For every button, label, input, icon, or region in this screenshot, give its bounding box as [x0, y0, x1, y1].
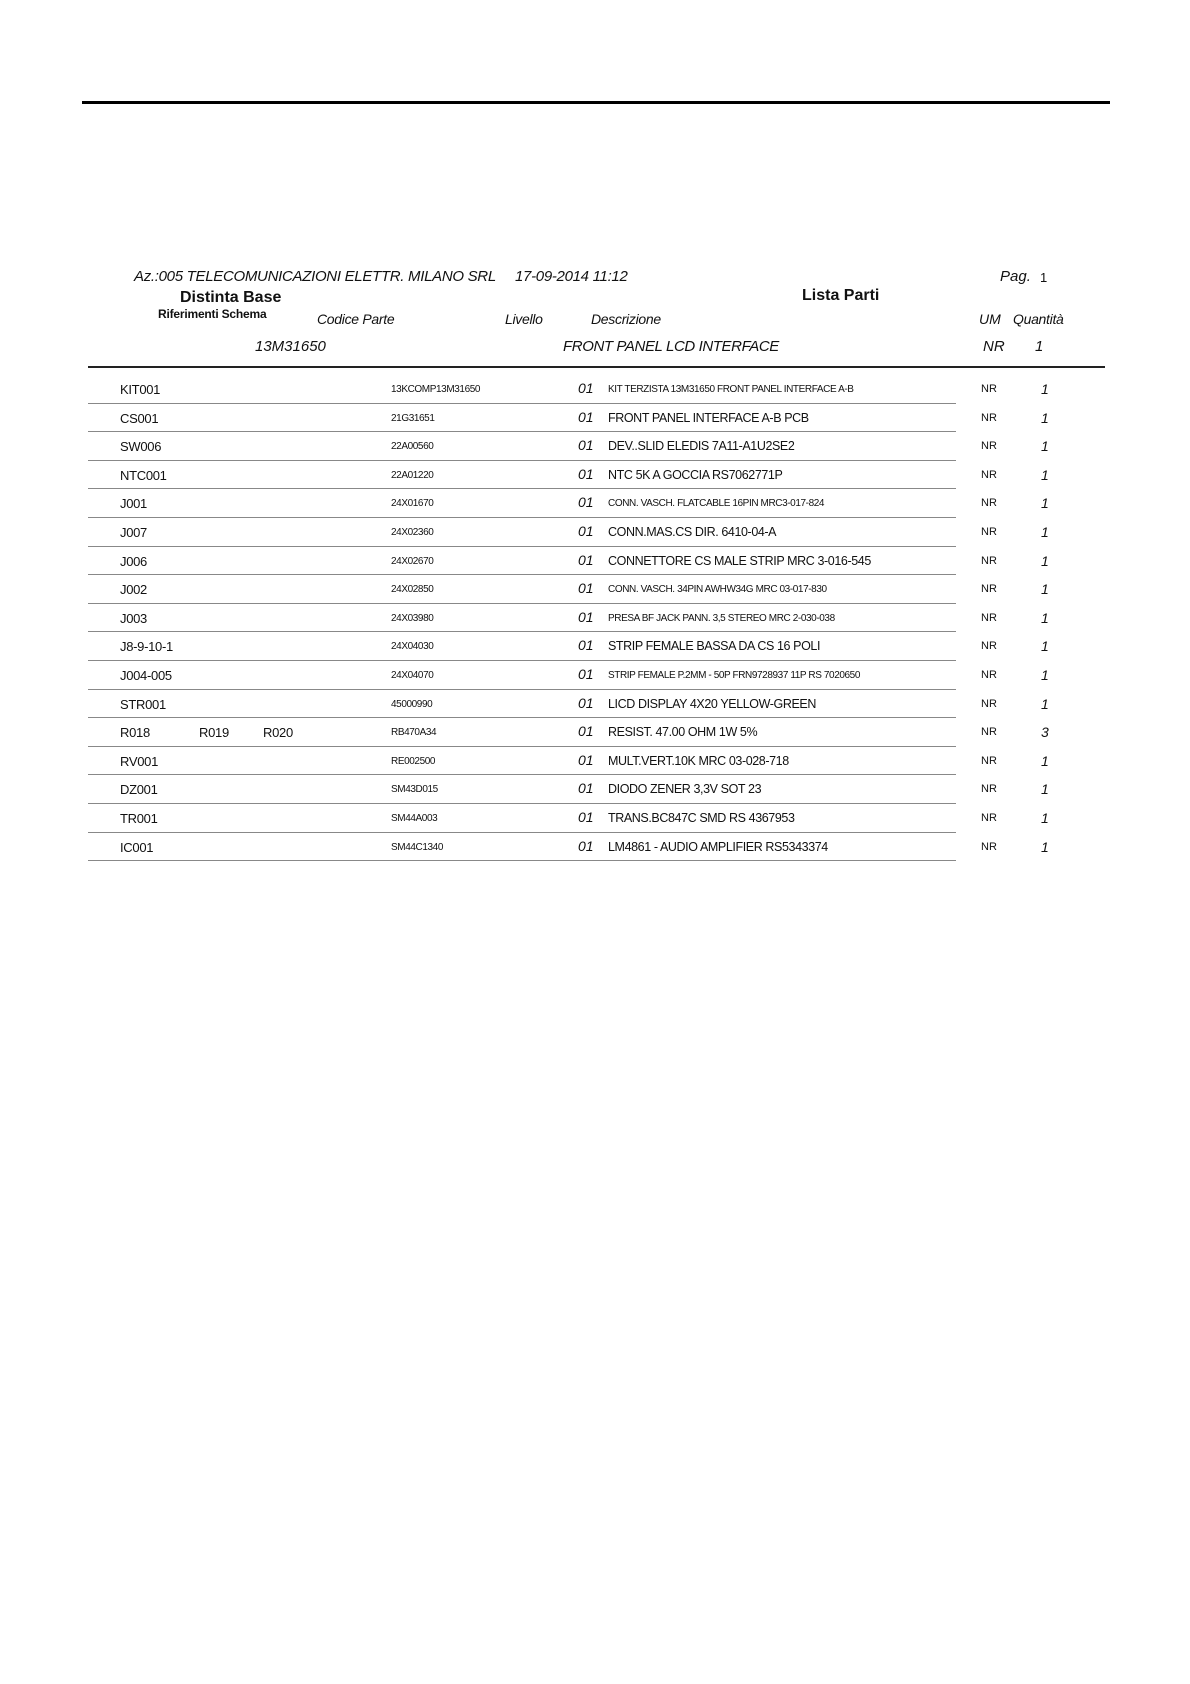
table-row	[88, 604, 1105, 633]
references-label: Riferimenti Schema	[158, 307, 267, 321]
quantity: 3	[1041, 724, 1049, 741]
column-header-level: Livello	[505, 311, 543, 327]
part-code: 24X04070	[391, 669, 434, 681]
table-row	[88, 575, 1105, 604]
part-code: SM44C1340	[391, 841, 443, 853]
unit-of-measure: NR	[981, 754, 997, 767]
column-header-um: UM	[979, 311, 1001, 327]
part-code: RB470A34	[391, 727, 437, 739]
unit-of-measure: NR	[981, 668, 997, 681]
part-code: SM43D015	[391, 784, 438, 796]
level: 01	[578, 551, 594, 568]
column-header-quantity: Quantità	[1013, 311, 1064, 327]
description: TRANS.BC847C SMD RS 4367953	[608, 810, 795, 825]
reference-1: KIT001	[120, 382, 161, 397]
page-number: 1	[1040, 270, 1048, 285]
table-row	[88, 404, 1105, 433]
part-code: 24X04030	[391, 641, 434, 653]
reference-2: R019	[199, 725, 229, 741]
parent-quantity: 1	[1035, 338, 1044, 355]
reference-1: DZ001	[120, 782, 158, 798]
report-subtitle: Lista Parti	[802, 287, 880, 304]
report-datetime: 17-09-2014 11:12	[515, 268, 628, 285]
top-rule	[82, 101, 1110, 104]
level: 01	[578, 608, 594, 625]
level: 01	[578, 723, 594, 740]
reference-1: IC001	[120, 839, 154, 855]
part-code: 24X03980	[391, 612, 434, 624]
description: KIT TERZISTA 13M31650 FRONT PANEL INTERFACE A-B	[608, 384, 854, 395]
unit-of-measure: NR	[981, 783, 997, 796]
quantity: 1	[1041, 752, 1049, 769]
part-code: 22A00560	[391, 441, 434, 453]
table-row	[88, 489, 1105, 518]
table-row	[88, 661, 1105, 690]
level: 01	[578, 580, 594, 597]
description: CONNETTORE CS MALE STRIP MRC 3-016-545	[608, 553, 871, 568]
reference-1: J002	[120, 582, 147, 598]
quantity: 1	[1041, 381, 1049, 397]
table-row	[88, 775, 1105, 804]
description: DIODO ZENER 3,3V SOT 23	[608, 782, 762, 797]
unit-of-measure: NR	[981, 525, 997, 538]
description: LM4861 - AUDIO AMPLIFIER RS5343374	[608, 839, 828, 854]
table-row	[88, 747, 1105, 776]
report-title: Distinta Base	[180, 289, 282, 306]
part-code: 24X02360	[391, 526, 434, 538]
description: FRONT PANEL INTERFACE A-B PCB	[608, 410, 809, 425]
table-row	[88, 690, 1105, 719]
unit-of-measure: NR	[981, 411, 997, 424]
reference-1: RV001	[120, 753, 159, 769]
unit-of-measure: NR	[981, 840, 997, 853]
quantity: 1	[1041, 409, 1049, 426]
description: NTC 5K A GOCCIA RS7062771P	[608, 467, 783, 482]
unit-of-measure: NR	[981, 497, 997, 510]
unit-of-measure: NR	[981, 554, 997, 567]
table-row	[88, 718, 1105, 747]
row-separator	[88, 860, 956, 861]
reference-1: TR001	[120, 810, 158, 826]
reference-1: NTC001	[120, 467, 167, 483]
level: 01	[578, 380, 594, 396]
level: 01	[578, 751, 594, 768]
unit-of-measure: NR	[981, 468, 997, 481]
unit-of-measure: NR	[981, 583, 997, 596]
part-code: RE002500	[391, 755, 436, 767]
parent-um: NR	[983, 338, 1005, 355]
part-code: 24X02670	[391, 555, 434, 567]
quantity: 1	[1041, 495, 1049, 512]
level: 01	[578, 637, 594, 654]
level: 01	[578, 808, 594, 825]
table-row	[88, 547, 1105, 576]
description: MULT.VERT.10K MRC 03-028-718	[608, 753, 789, 768]
reference-1: J004-005	[120, 667, 172, 683]
reference-3: R020	[263, 725, 293, 741]
quantity: 1	[1041, 809, 1049, 826]
level: 01	[578, 437, 594, 454]
quantity: 1	[1041, 666, 1049, 683]
part-code: 22A01220	[391, 469, 434, 481]
quantity: 1	[1041, 552, 1049, 569]
unit-of-measure: NR	[981, 697, 997, 710]
reference-1: STR001	[120, 696, 166, 712]
level: 01	[578, 694, 594, 711]
description: PRESA BF JACK PANN. 3,5 STEREO MRC 2-030-038	[608, 612, 835, 624]
quantity: 1	[1041, 695, 1049, 712]
unit-of-measure: NR	[981, 383, 997, 395]
table-row	[88, 632, 1105, 661]
reference-1: J8-9-10-1	[120, 639, 173, 655]
quantity: 1	[1041, 466, 1049, 483]
description: CONN. VASCH. FLATCABLE 16PIN MRC3-017-824	[608, 498, 825, 510]
unit-of-measure: NR	[981, 811, 997, 824]
description: STRIP FEMALE BASSA DA CS 16 POLI	[608, 639, 821, 654]
description: RESIST. 47.00 OHM 1W 5%	[608, 725, 758, 740]
reference-1: SW006	[120, 439, 162, 455]
part-code: 13KCOMP13M31650	[391, 384, 481, 395]
unit-of-measure: NR	[981, 611, 997, 624]
unit-of-measure: NR	[981, 440, 997, 453]
column-header-description: Descrizione	[591, 311, 661, 327]
level: 01	[578, 665, 594, 682]
parent-code: 13M31650	[255, 338, 326, 355]
table-row	[88, 804, 1105, 833]
reference-1: J003	[120, 610, 147, 626]
quantity: 1	[1041, 609, 1049, 626]
quantity: 1	[1041, 838, 1049, 855]
part-code: 21G31651	[391, 412, 435, 424]
quantity: 1	[1041, 781, 1049, 798]
parent-description: FRONT PANEL LCD INTERFACE	[563, 338, 779, 355]
description: STRIP FEMALE P.2MM - 50P FRN9728937 11P RS 7020650	[608, 669, 861, 681]
reference-1: J007	[120, 524, 147, 540]
page-label: Pag.	[1000, 268, 1031, 285]
level: 01	[578, 522, 594, 539]
header-rule	[88, 366, 1105, 368]
level: 01	[578, 780, 594, 797]
level: 01	[578, 465, 594, 482]
description: CONN.MAS.CS DIR. 6410-04-A	[608, 524, 777, 539]
description: LICD DISPLAY 4X20 YELLOW-GREEN	[608, 696, 817, 711]
quantity: 1	[1041, 638, 1049, 655]
table-row	[88, 518, 1105, 547]
table-row	[88, 375, 1105, 404]
reference-1: R018	[120, 725, 150, 741]
parts-table	[88, 375, 1105, 861]
part-code: 45000990	[391, 698, 433, 710]
table-row	[88, 461, 1105, 490]
company-name: Az.:005 TELECOMUNICAZIONI ELETTR. MILANO SRL	[134, 268, 496, 285]
part-code: 24X01670	[391, 498, 434, 510]
column-header-code: Codice Parte	[317, 311, 395, 327]
part-code: SM44A003	[391, 812, 438, 824]
unit-of-measure: NR	[981, 726, 997, 739]
table-row	[88, 833, 1105, 862]
reference-1: CS001	[120, 410, 159, 426]
part-code: 24X02850	[391, 584, 434, 596]
level: 01	[578, 408, 594, 425]
table-row	[88, 432, 1105, 461]
reference-1: J006	[120, 553, 147, 569]
unit-of-measure: NR	[981, 640, 997, 653]
description: DEV..SLID ELEDIS 7A11-A1U2SE2	[608, 439, 795, 454]
description: CONN. VASCH. 34PIN AWHW34G MRC 03-017-830	[608, 584, 827, 596]
level: 01	[578, 837, 594, 854]
reference-1: J001	[120, 496, 147, 512]
level: 01	[578, 494, 594, 511]
quantity: 1	[1041, 438, 1049, 455]
quantity: 1	[1041, 523, 1049, 540]
quantity: 1	[1041, 581, 1049, 598]
